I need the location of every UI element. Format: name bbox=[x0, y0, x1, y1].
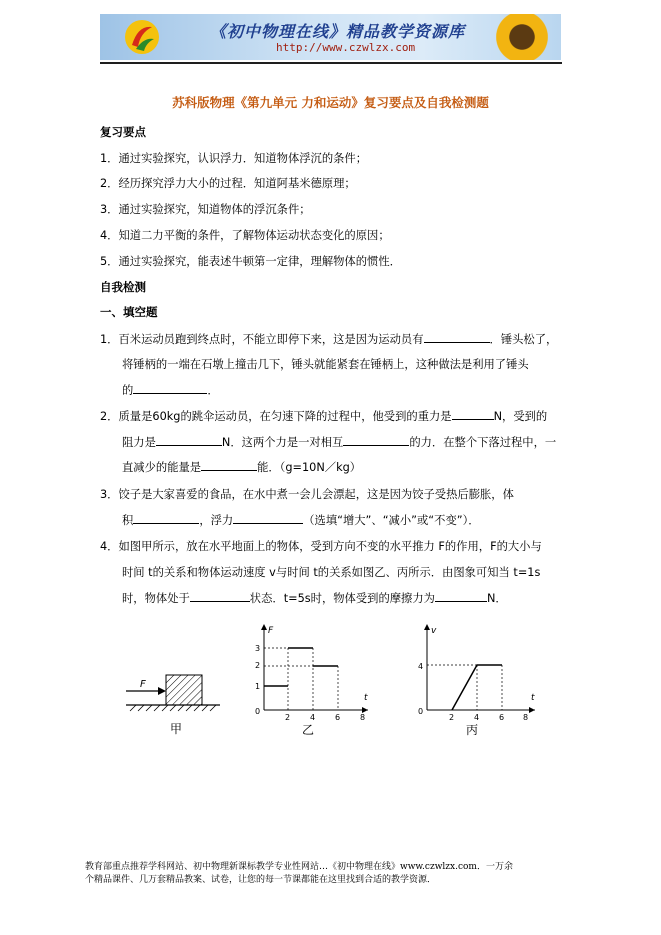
q1-text-a: 1．百米运动员跑到终点时，不能立即停下来，这是因为运动员有 bbox=[100, 333, 424, 346]
caption-jia: 甲 bbox=[170, 722, 183, 736]
review-heading: 复习要点 bbox=[100, 125, 146, 139]
x-tick-2: 2 bbox=[285, 713, 291, 720]
y-tick-4: 4 bbox=[418, 662, 424, 671]
x-tick-4: 4 bbox=[310, 713, 316, 720]
q1-line-3 bbox=[122, 382, 219, 398]
answer-blank[interactable] bbox=[424, 331, 490, 343]
footer-line-2: 个精品课件、几万套精品教案、试卷，让您的每一节课都能在这里找到合适的教学资源． bbox=[85, 875, 437, 885]
q3-text-a: 积 bbox=[122, 514, 134, 527]
q2-text-g: 能．（g=10N／kg） bbox=[257, 461, 362, 474]
x-arrow-icon bbox=[529, 707, 535, 713]
y-tick-1: 1 bbox=[255, 682, 261, 691]
q2-text-a: 2．质量是60kg的跳伞运动员，在匀速下降的过程中，他受到的重力是 bbox=[100, 410, 452, 423]
arrow-head-icon bbox=[158, 687, 166, 695]
q1-text-d: ． bbox=[207, 384, 219, 397]
review-item-1: 1．通过实验探究，认识浮力．知道物体浮沉的条件； bbox=[100, 152, 368, 165]
velocity-curve bbox=[452, 665, 502, 710]
review-item-2: 2．经历探究浮力大小的过程．知道阿基米德原理； bbox=[100, 177, 356, 190]
answer-blank[interactable] bbox=[452, 408, 494, 420]
block-object bbox=[166, 675, 202, 705]
q4-text-c: N． bbox=[486, 592, 507, 605]
y-axis-label: F bbox=[268, 626, 274, 636]
x-tick-2: 2 bbox=[449, 713, 455, 720]
q3-line-1: 3．饺子是大家喜爱的食品，在水中煮一会儿会漂起，这是因为饺子受热后膨胀，体 bbox=[100, 488, 514, 501]
caption-yi: 乙 bbox=[302, 723, 315, 737]
q4-text-b: 状态．t=5s时，物体受到的摩擦力为 bbox=[249, 592, 435, 605]
answer-blank[interactable] bbox=[133, 382, 207, 394]
y-arrow-icon bbox=[261, 624, 267, 630]
caption-bing: 丙 bbox=[466, 723, 479, 737]
q2-text-d: N．这两个力是一对相互 bbox=[221, 436, 344, 449]
q2-line-1 bbox=[100, 408, 547, 424]
q2-text-e: 的力．在整个下落过程中，一 bbox=[409, 436, 557, 449]
y-arrow-icon bbox=[424, 624, 430, 630]
x-axis-label: t bbox=[531, 693, 535, 703]
banner-title: 《初中物理在线》精品教学资源库 bbox=[210, 22, 466, 41]
answer-blank[interactable] bbox=[343, 434, 409, 446]
review-item-3: 3．通过实验探究，知道物体的浮沉条件； bbox=[100, 203, 311, 216]
selftest-heading: 自我检测 bbox=[100, 280, 146, 294]
section-fill-blank: 一、填空题 bbox=[100, 305, 158, 319]
footer-line-1: 教育部重点推荐学科网站、初中物理新课标教学专业性网站…《初中物理在线》www.czwlzx.com．一万余 bbox=[85, 862, 513, 872]
site-banner bbox=[100, 14, 561, 60]
site-logo-icon bbox=[122, 17, 162, 57]
q1-text-b: ．锤头松了， bbox=[489, 333, 558, 346]
q1-text-c: 的 bbox=[122, 384, 134, 397]
q1-line-2: 将锤柄的一端在石墩上撞击几下，锤头就能紧套在锤柄上，这种做法是利用了锤头 bbox=[122, 358, 529, 371]
q3-text-b: ，浮力 bbox=[199, 514, 234, 527]
graph-velocity-time bbox=[415, 620, 540, 720]
review-item-5: 5．通过实验探究，能表述牛顿第一定律，理解物体的惯性． bbox=[100, 255, 401, 268]
x-tick-6: 6 bbox=[335, 713, 341, 720]
y-tick-2: 2 bbox=[255, 661, 261, 670]
q2-line-3 bbox=[122, 459, 361, 475]
q3-text-c: （选填“增大”、“减小”或“不变”）． bbox=[303, 514, 480, 527]
x-tick-6: 6 bbox=[499, 713, 505, 720]
x-tick-8: 8 bbox=[523, 713, 529, 720]
ground-hatch bbox=[130, 705, 216, 711]
q4-line-2: 时间 t的关系和物体运动速度 v与时间 t的关系如图乙、丙所示．由图象可知当 t=1s bbox=[122, 566, 541, 579]
x-tick-8: 8 bbox=[360, 713, 366, 720]
y-tick-3: 3 bbox=[255, 644, 261, 653]
x-tick-4: 4 bbox=[474, 713, 480, 720]
graph-force-time bbox=[252, 620, 372, 720]
answer-blank[interactable] bbox=[133, 512, 199, 524]
q2-line-2 bbox=[122, 434, 556, 450]
q4-line-3 bbox=[122, 590, 507, 606]
origin-label: 0 bbox=[255, 707, 261, 716]
q3-line-2 bbox=[122, 512, 480, 528]
y-axis-label: v bbox=[431, 626, 437, 636]
q2-text-c: 阻力是 bbox=[122, 436, 156, 449]
q4-line-1: 4．如图甲所示，放在水平地面上的物体，受到方向不变的水平推力 F的作用，F的大小与 bbox=[100, 540, 542, 553]
x-axis-label: t bbox=[364, 693, 368, 703]
review-item-4: 4．知道二力平衡的条件，了解物体运动状态变化的原因； bbox=[100, 229, 390, 242]
answer-blank[interactable] bbox=[201, 459, 257, 471]
answer-blank[interactable] bbox=[190, 590, 250, 602]
header-rule bbox=[100, 62, 562, 64]
sunflower-icon bbox=[493, 14, 551, 60]
answer-blank[interactable] bbox=[435, 590, 487, 602]
q4-text-a: 时，物体处于 bbox=[122, 592, 190, 605]
origin-label: 0 bbox=[418, 707, 424, 716]
answer-blank[interactable] bbox=[156, 434, 222, 446]
page-footer bbox=[85, 861, 580, 887]
banner-url[interactable]: http://www.czwlzx.com bbox=[276, 41, 416, 54]
answer-blank[interactable] bbox=[233, 512, 303, 524]
guide-lines bbox=[264, 648, 338, 710]
q2-text-b: N，受到的 bbox=[493, 410, 548, 423]
page-title: 苏科版物理《第九单元 力和运动》复习要点及自我检测题 bbox=[172, 95, 489, 110]
force-curve bbox=[264, 648, 338, 686]
q1-line-1 bbox=[100, 331, 557, 347]
force-label: F bbox=[140, 679, 146, 690]
figure-jia bbox=[120, 665, 230, 717]
q2-text-f: 直减少的能量是 bbox=[122, 461, 202, 474]
